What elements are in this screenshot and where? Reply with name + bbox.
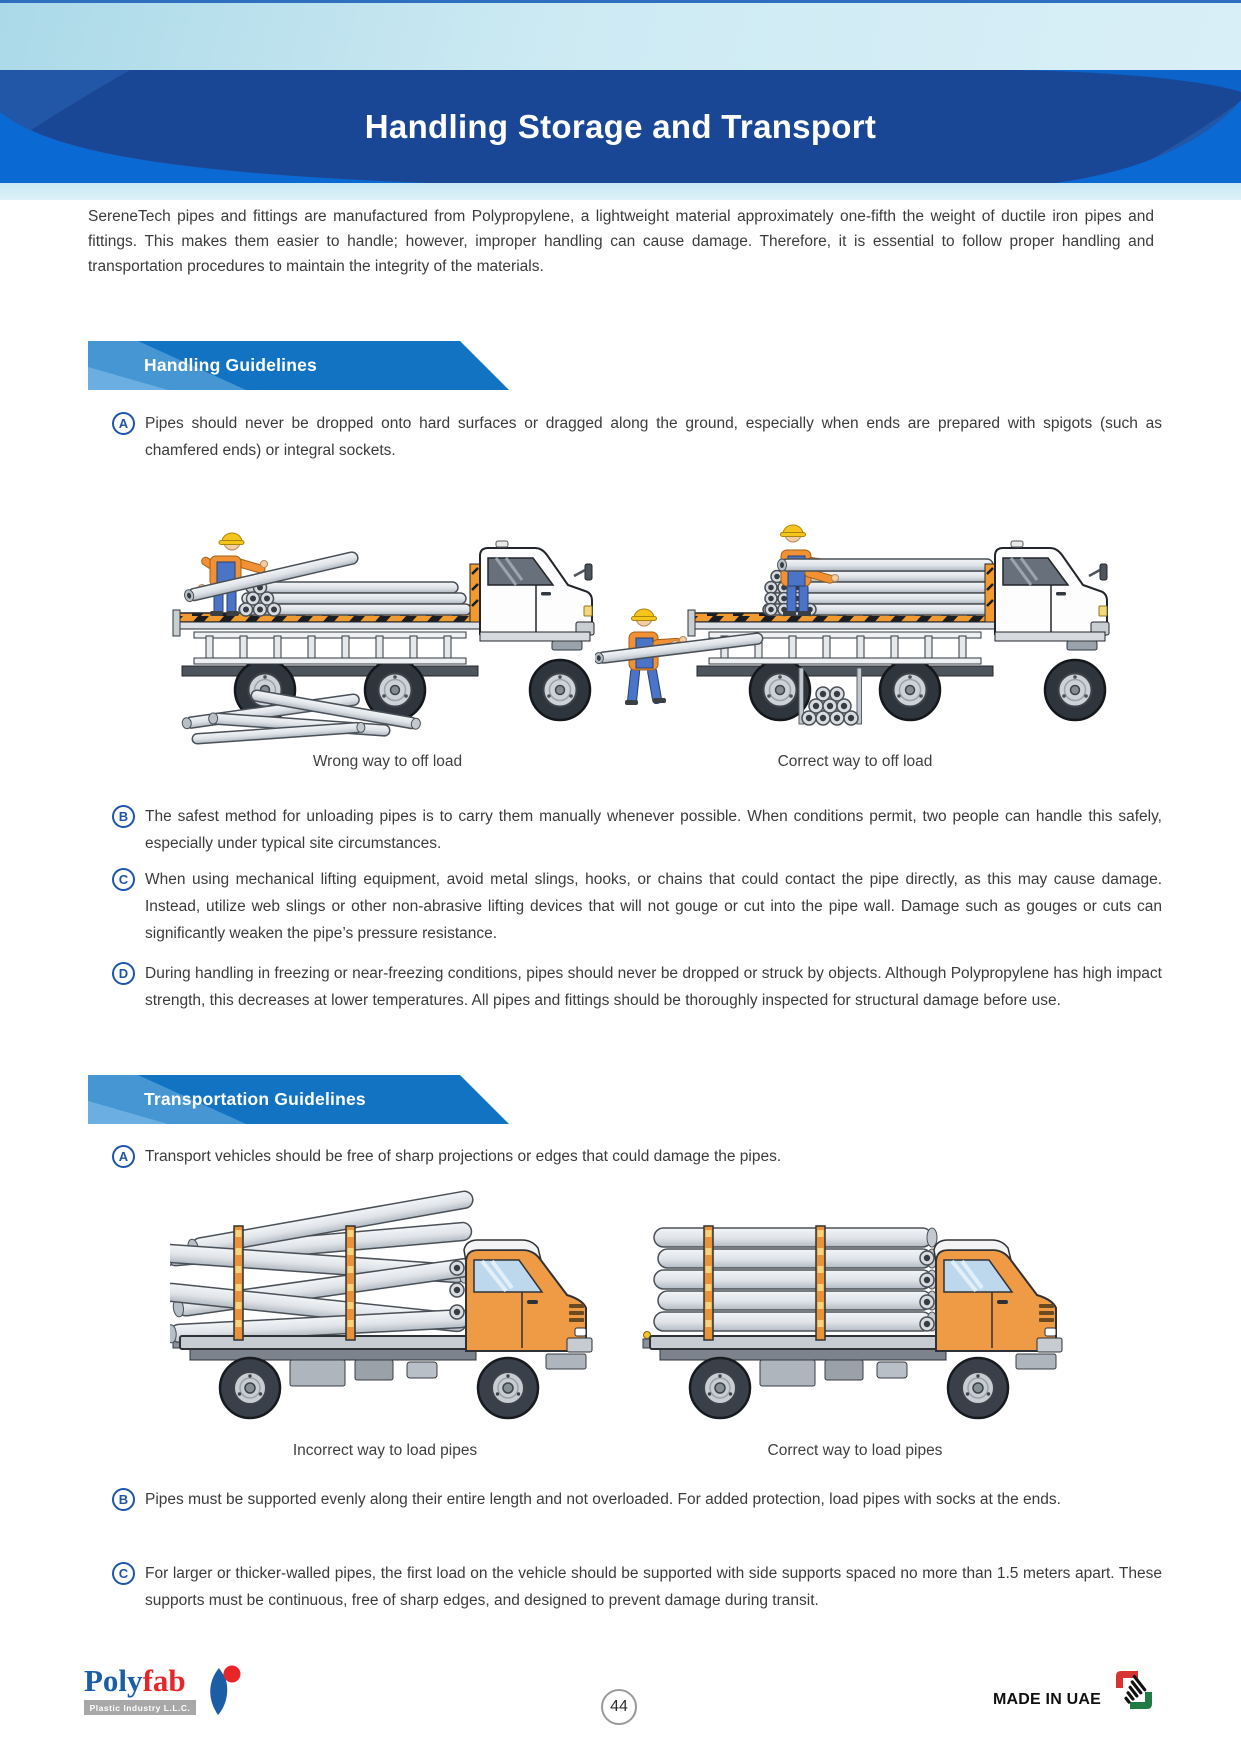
handling-item-d-text: During handling in freezing or near-freezing conditions, pipes should never be dropped or struck by objects. Although Polypropylene has high impact strength, this decreases at lower temperatures. All pipes and fittings should be thoroughly inspected for structural damage before use.	[145, 965, 1162, 1009]
letter-badge-b: B	[112, 805, 135, 828]
handling-item-b	[110, 803, 1162, 857]
letter-badge-d: D	[112, 962, 135, 985]
polyfab-logo-mark-icon	[205, 1664, 241, 1718]
letter-badge-c: C	[112, 868, 135, 891]
polyfab-logo-tagline: Plastic Industry L.L.C.	[84, 1700, 196, 1715]
letter-badge-a: A	[112, 412, 135, 435]
made-in-uae-flag-icon	[1108, 1664, 1160, 1716]
transportation-guidelines-heading: Transportation Guidelines	[144, 1089, 366, 1109]
letter-badge-c: C	[112, 1562, 135, 1585]
worker-dropping-pipes-off-flatbed-truck-illustration	[140, 472, 635, 747]
transport-item-a-text: Transport vehicles should be free of sharp projections or edges that could damage the pipes.	[145, 1148, 782, 1165]
handling-item-a	[110, 410, 1162, 464]
stake-truck-evenly-loaded-pipes-illustration	[640, 1188, 1070, 1433]
stake-truck-unevenly-loaded-pipes-illustration	[170, 1188, 600, 1433]
transport-item-c	[110, 1560, 1162, 1614]
header-light-strip	[0, 3, 1241, 70]
caption-correct-load: Correct way to load pipes	[767, 1442, 943, 1459]
header-light-strip-bottom	[0, 183, 1241, 200]
page-title: Handling Storage and Transport	[364, 107, 877, 145]
logo-word-fab: fab	[142, 1663, 186, 1698]
caption-correct-offload: Correct way to off load	[777, 753, 933, 770]
handling-item-c	[110, 866, 1162, 947]
figure-incorrect-load	[170, 1188, 600, 1438]
figure-wrong-offload	[140, 472, 635, 752]
logo-word-poly: Poly	[84, 1663, 143, 1698]
caption-incorrect-load: Incorrect way to load pipes	[292, 1442, 478, 1459]
transportation-guidelines-ribbon	[88, 1075, 513, 1124]
letter-badge-a: A	[112, 1145, 135, 1168]
handling-item-d	[110, 960, 1162, 1014]
polyfab-logo	[84, 1664, 241, 1718]
polyfab-logo-wordmark	[84, 1664, 196, 1697]
made-in-uae-block	[993, 1664, 1160, 1716]
two-workers-carrying-pipes-from-flatbed-truck-illustration	[595, 472, 1115, 747]
handling-item-c-text: When using mechanical lifting equipment, avoid metal slings, hooks, or chains that could contact the pipe directly, as this may cause damage. Instead, utilize web slings or other non-abrasive lifting devices that will not gouge or cut into the pipe wall. Damage such as gouges or cuts can significantly weaken the pipe’s pressure resistance.	[145, 871, 1162, 942]
made-in-uae-label: MADE IN UAE	[993, 1691, 1101, 1708]
intro-paragraph: SereneTech pipes and fittings are manufactured from Polypropylene, a lightweight material approximately one-fifth the weight of ductile iron pipes and fittings. This makes them easier to handle; however, improper handling can cause damage. Therefore, it is essential to follow proper handling and transportation procedures to maintain the integrity of the materials.	[88, 208, 1154, 275]
page-header-banner	[0, 70, 1241, 183]
handling-guidelines-ribbon	[88, 341, 513, 390]
transport-item-c-text: For larger or thicker-walled pipes, the first load on the vehicle should be supported with side supports spaced no more than 1.5 meters apart. These supports must be continuous, free of sharp edges, and designed to prevent damage during transit.	[145, 1565, 1162, 1609]
letter-badge-b: B	[112, 1488, 135, 1511]
figure-correct-offload	[595, 472, 1115, 752]
page-number-badge: 44	[601, 1689, 637, 1725]
caption-wrong-offload: Wrong way to off load	[312, 753, 463, 770]
handling-item-a-text: Pipes should never be dropped onto hard surfaces or dragged along the ground, especially when ends are prepared with spigots (such as chamfered ends) or integral sockets.	[145, 415, 1162, 459]
transport-item-b	[110, 1486, 1162, 1513]
figure-correct-load	[640, 1188, 1070, 1438]
transport-item-b-text: Pipes must be supported evenly along their entire length and not overloaded. For added protection, load pipes with socks at the ends.	[145, 1491, 1061, 1508]
handling-guidelines-heading: Handling Guidelines	[144, 355, 317, 375]
handling-item-b-text: The safest method for unloading pipes is to carry them manually whenever possible. When conditions permit, two people can handle this safely, especially under typical site circumstances.	[145, 808, 1162, 852]
transport-item-a	[110, 1143, 1162, 1170]
